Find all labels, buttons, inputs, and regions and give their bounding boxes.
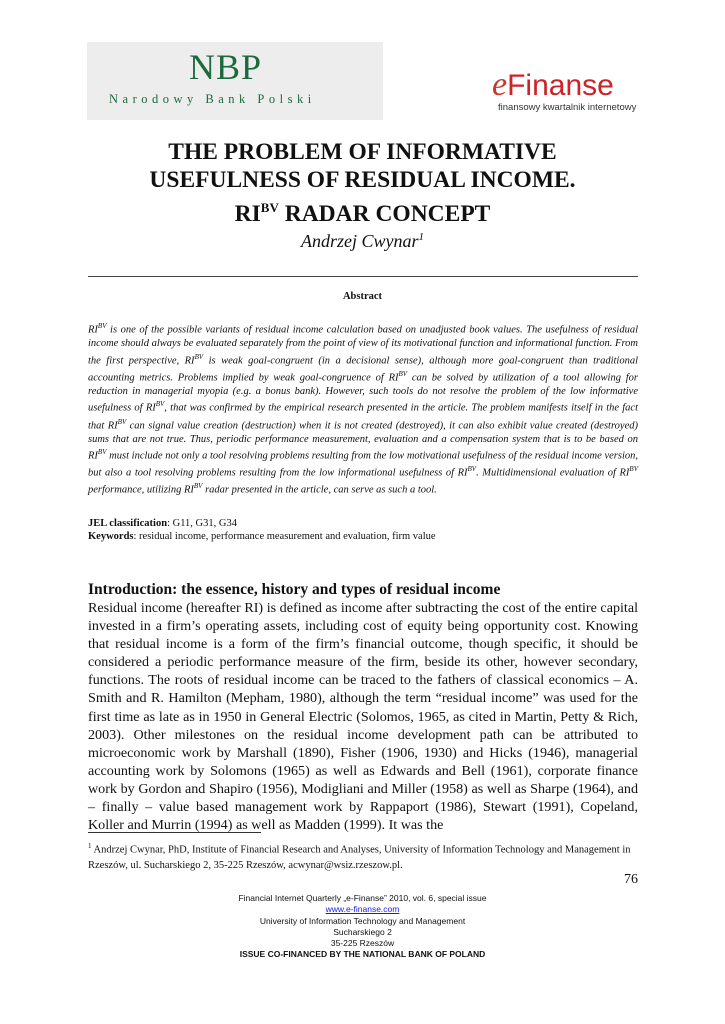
ri-term: RI — [107, 420, 118, 432]
title-line-3 — [80, 194, 645, 228]
jel-classification — [88, 517, 237, 530]
efinanse-logo-e: e — [492, 66, 508, 103]
footer-street: Sucharskiego 2 — [333, 926, 392, 937]
title-divider — [88, 276, 638, 277]
footer-city: 35-225 Rzeszów — [330, 938, 395, 949]
bv-sup: BV — [97, 448, 107, 457]
title-ri: RI — [234, 201, 261, 227]
ri-term: RI — [88, 324, 98, 336]
keywords-value: : residual income, performance measurement and evaluation, firm value — [133, 531, 436, 542]
footnote — [88, 839, 638, 873]
title-radar: RADAR CONCEPT — [278, 201, 491, 227]
ri-term: RI — [184, 355, 195, 367]
abstract-part: can signal value creation (destruction) when it is not created (destroyed), it can also exhibit value created (destroyed) sums that are not true. Thus, periodic performance measurement, evaluation and a compensation system that is to be based on — [88, 420, 638, 445]
efinanse-logo-text: Finanse — [507, 69, 614, 102]
abstract-part: is weak goal-congruent (in a decisional sense), although more goal-congruent than traditional accounting metrics. Problems implied by weak goal-congruence of — [88, 355, 639, 384]
bv-sup: BV — [194, 352, 204, 361]
footer-university: University of Information Technology and Management — [259, 915, 466, 926]
abstract-part: performance, utilizing — [88, 484, 184, 496]
footer-website-link[interactable]: www.e-finanse.com — [325, 904, 400, 915]
title-bv-sup: BV — [260, 200, 279, 215]
footnote-mark: 1 — [88, 842, 92, 850]
footer-cofinanced: ISSUE CO-FINANCED BY THE NATIONAL BANK OF POLAND — [239, 949, 486, 960]
ri-term: RI — [145, 402, 156, 414]
footnote-text: Andrzej Cwynar, PhD, Institute of Financial Research and Analyses, University of Information Technology and Management in Rzeszów, ul. Sucharskiego 2, 35-225 Rzeszów, acwynar@wsiz.rzeszow.pl. — [88, 844, 631, 871]
page-footer — [150, 893, 575, 961]
footnote-divider — [88, 832, 261, 833]
keywords-label: Keywords — [88, 531, 134, 542]
efinanse-logo-word — [492, 68, 614, 103]
page-number: 76 — [624, 872, 638, 887]
title-line-1: THE PROBLEM OF INFORMATIVE — [168, 139, 557, 165]
bv-sup: BV — [97, 322, 107, 330]
ri-term: RI — [619, 467, 630, 479]
ri-term: RI — [183, 484, 194, 496]
author-name: Andrzej Cwynar — [300, 231, 419, 251]
nbp-logo-subtitle: Narodowy Bank Polski — [109, 92, 316, 106]
abstract-part: is one of the possible variants of residual income calculation based on unadjusted book values. The usefulness of residual income should always be evaluated separately from the point of view of its motivational function and informational function. From the first perspective, — [88, 324, 638, 367]
abstract-part: radar presented in the article, can serve as such a tool. — [202, 484, 437, 496]
abstract-part: . Multidimensional evaluation of — [476, 467, 620, 479]
title-line-2: USEFULNESS OF RESIDUAL INCOME. — [149, 167, 576, 193]
nbp-logo — [87, 42, 383, 120]
ri-term: RI — [88, 450, 98, 462]
abstract-part: must include not only a tool resolving problems resulting from the low motivational usefulness of the residual income version, but also a tool resolving problems resulting from the low informational usefulness of — [88, 450, 638, 479]
intro-heading: Introduction: the essence, history and types of residual income — [88, 581, 501, 598]
efinanse-logo — [492, 68, 642, 120]
author-footnote-mark: 1 — [418, 231, 424, 243]
intro-paragraph: Residual income (hereafter RI) is defined as income after subtracting the cost of the entire capital invested in a firm’s operating assets, including cost of equity being opportunity cost. Knowing that residual income is a form of the firm’s financial outcome, though specific, it should be considered a periodic performance measure of the firm, beside its other, however secondary, functions. The roots of residual income can be traced to the fathers of classical economics – A. Smith and R. Hamilton (Mepham, 1980), although the term “residual income” was used for the first time as late as in 1950 in General Electric (Solomos, 1965, as cited in Martin, Petty & Rich, 2003). Other milestones on the residual income development path can be attributed to microeconomic work by Marshall (1890), Fisher (1906, 1930) and Hicks (1946), managerial accounting work by Solomons (1965) as well as Edwards and Bell (1961), corporate finance work by Gordon and Shapiro (1956), Modigliani and Miller (1958) as well as Sharpe (1964), and – finally – value based management work by Rappaport (1986), Stewart (1991), Copeland, Koller and Murrin (1994) as well as Madden (1999). It was the — [88, 600, 638, 834]
bv-sup: BV — [398, 369, 408, 378]
nbp-logo-word: NBP — [189, 47, 263, 87]
jel-label: JEL classification — [88, 518, 168, 529]
paper-title — [80, 138, 645, 228]
abstract-text — [88, 320, 638, 498]
bv-sup: BV — [629, 465, 638, 474]
abstract-part: , that was confirmed by the empirical research presented in the article. The problem manifests itself in the fact that — [88, 402, 638, 432]
jel-value: : G11, G31, G34 — [167, 518, 237, 529]
bv-sup: BV — [117, 417, 127, 426]
ri-term: RI — [457, 467, 468, 479]
author — [80, 231, 645, 252]
footer-journal: Financial Internet Quarterly „e-Finanse” 2010, vol. 6, special issue — [238, 893, 487, 903]
bv-sup: BV — [467, 465, 477, 474]
keywords — [88, 530, 436, 543]
ri-term: RI — [388, 372, 399, 384]
abstract-part: can be solved by utilization of a tool allowing for reduction in managerial myopia (e.g. a bonus bank). However, such tools do not resolve the problem of the low informative usefulness of — [88, 372, 639, 414]
abstract-heading: Abstract — [342, 291, 383, 302]
bv-sup: BV — [193, 482, 203, 491]
bv-sup: BV — [155, 400, 165, 409]
efinanse-logo-subtitle: finansowy kwartalnik internetowy — [498, 102, 637, 113]
